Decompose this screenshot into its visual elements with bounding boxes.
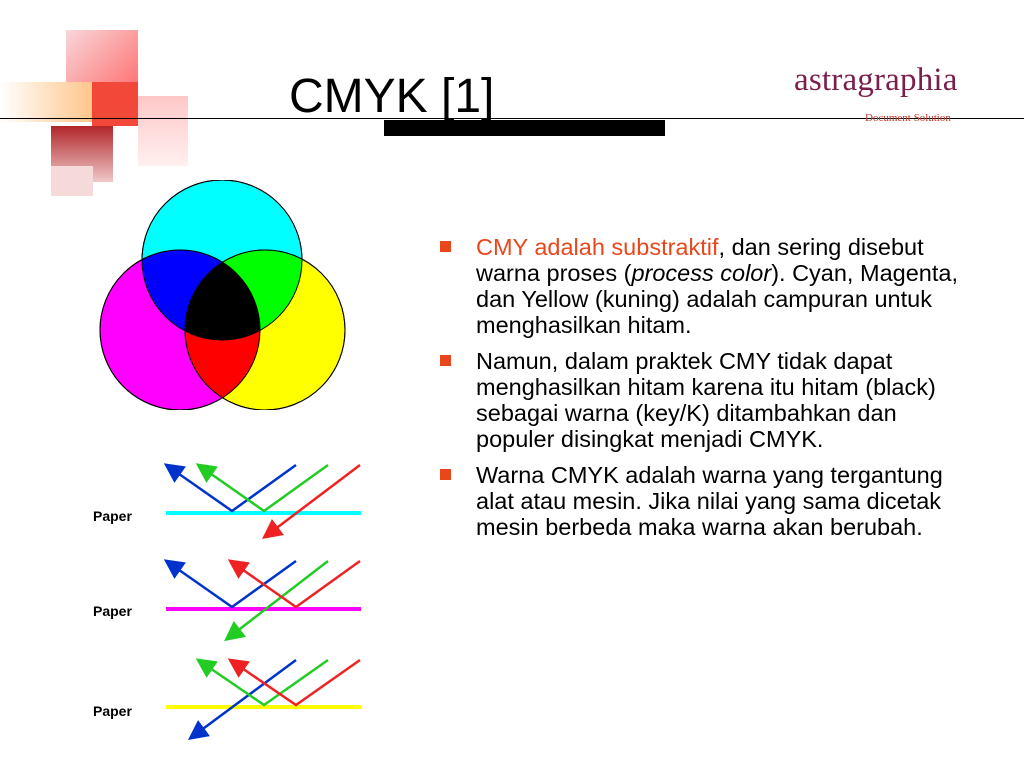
decorative-square-orange — [0, 82, 93, 122]
astragraphia-logo — [794, 60, 958, 124]
cyan-paper-reflection-diagram — [160, 455, 370, 545]
blue-ray — [172, 465, 296, 511]
logo-tagline: Document Solution — [865, 112, 951, 124]
bullet-text: Warna CMYK adalah warna yang tergantung alat atau mesin. Jika nilai yang sama dicetak mesin berbeda maka warna akan berubah. — [476, 462, 943, 540]
decorative-square-red — [92, 82, 138, 126]
bullet-item — [437, 348, 977, 452]
bullet-text-part1: , dan sering disebut warna proses ( — [476, 234, 924, 286]
square-bullet-icon — [440, 355, 451, 366]
yellow-paper-reflection-diagram — [160, 652, 370, 742]
logo-name: astragraphia — [794, 62, 958, 98]
bullet-item — [437, 462, 977, 540]
square-bullet-icon — [440, 469, 451, 480]
bullet-item — [437, 234, 977, 338]
magenta-paper-reflection-diagram — [160, 553, 370, 643]
bullet-list — [437, 234, 977, 550]
square-bullet-icon — [440, 241, 451, 252]
bullet-highlight: CMY adalah substraktif — [476, 234, 719, 260]
paper-label-magenta: Paper — [93, 603, 132, 619]
decorative-square-light — [51, 166, 93, 196]
bullet-text-part2: ). Cyan, Magenta, dan Yellow (kuning) adalah campuran untuk menghasilkan hitam. — [476, 260, 958, 338]
bullet-text-italic: process color — [631, 260, 772, 286]
slide-title: CMYK [1] — [289, 70, 495, 123]
cmy-venn-diagram — [96, 180, 352, 410]
paper-label-yellow: Paper — [93, 703, 132, 719]
paper-label-cyan: Paper — [93, 508, 132, 524]
decorative-square-pink-right — [138, 96, 188, 166]
bullet-text: Namun, dalam praktek CMY tidak dapat menghasilkan hitam karena itu hitam (black) sebagai warna (key/K) ditambahkan dan populer disingkat menjadi CMYK. — [476, 348, 936, 452]
